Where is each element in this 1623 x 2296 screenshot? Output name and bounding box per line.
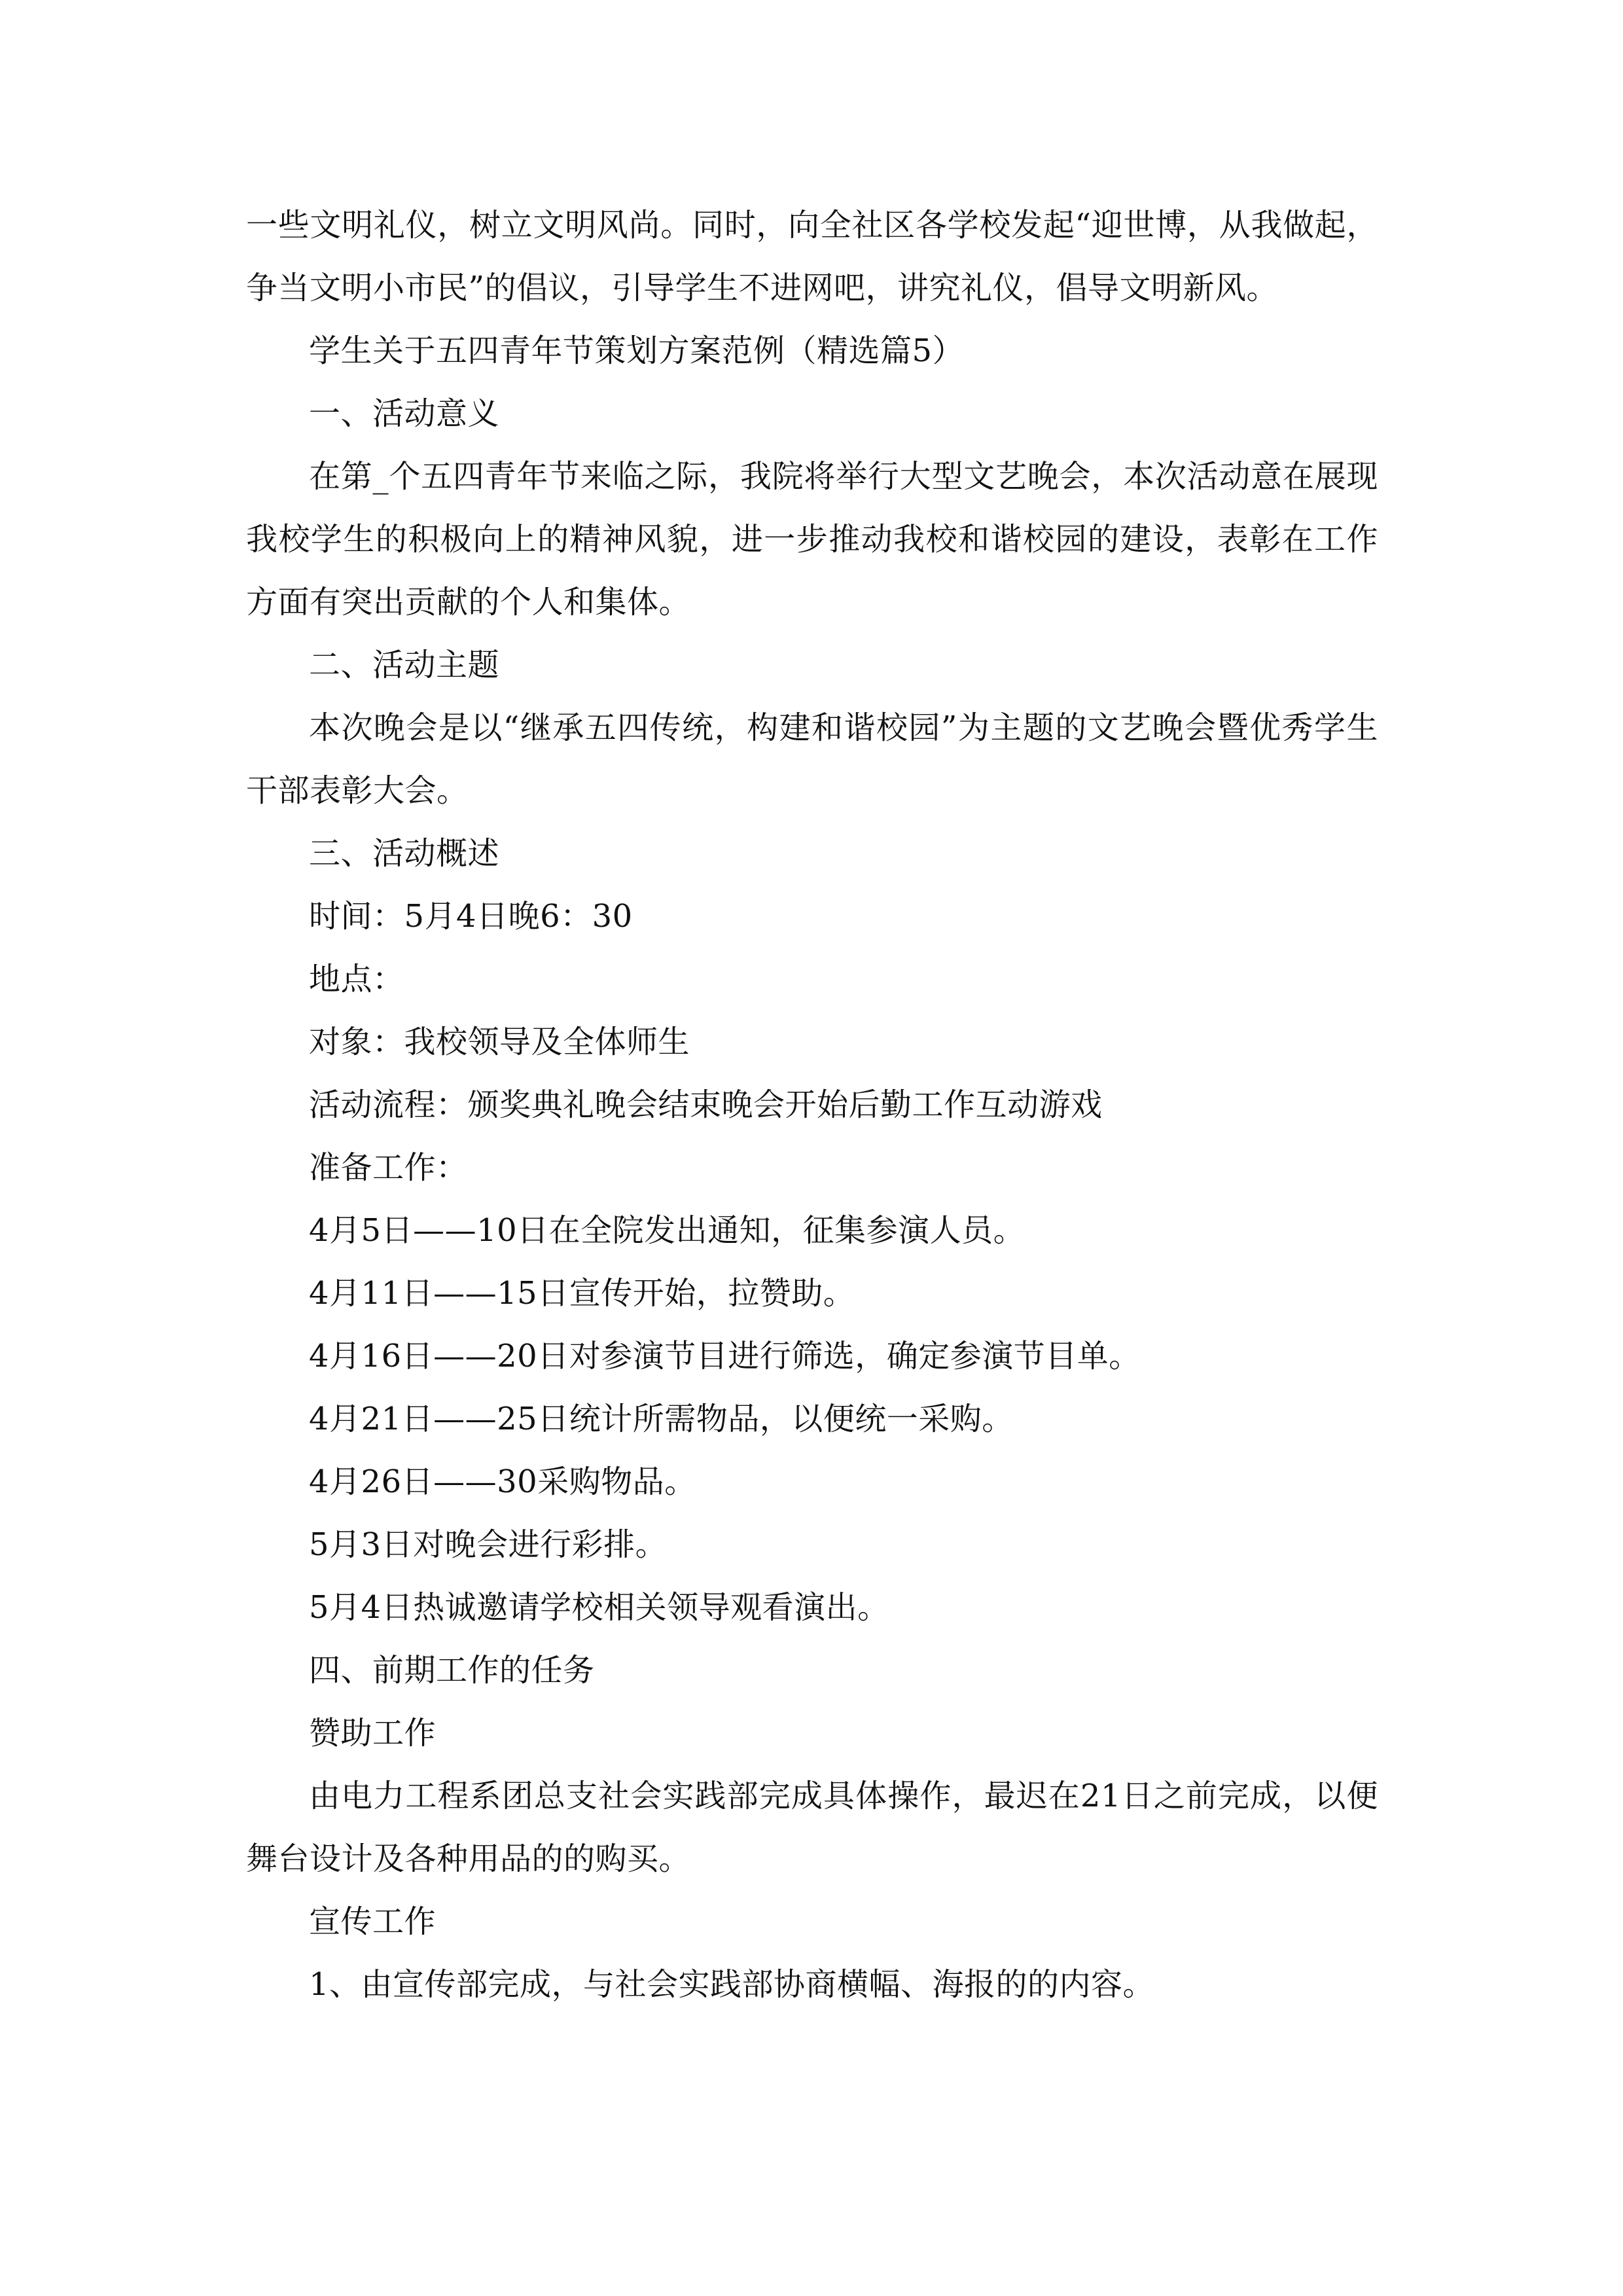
paragraph: 本次晚会是以“继承五四传统，构建和谐校园”为主题的文艺晚会暨优秀学生干部表彰大会。 xyxy=(246,709,1378,809)
schedule-item: 4月16日——20日对参演节目进行筛选，确定参演节目单。 xyxy=(309,1338,1141,1374)
section-heading: 三、活动概述 xyxy=(309,835,500,872)
schedule-item: 4月5日——10日在全院发出通知，征集参演人员。 xyxy=(309,1212,1026,1249)
schedule-item: 4月21日——25日统计所需物品，以便统一采购。 xyxy=(309,1401,1014,1437)
section-heading: 学生关于五四青年节策划方案范例（精选篇5） xyxy=(309,332,965,369)
paragraph: 在第_个五四青年节来临之际，我院将举行大型文艺晚会，本次活动意在展现我校学生的积极向上的精神风貌，进一步推动我校和谐校园的建设，表彰在工作方面有突出贡献的个人和集体。 xyxy=(246,458,1378,620)
detail-line: 活动流程：颁奖典礼晚会结束晚会开始后勤工作互动游戏 xyxy=(309,1086,1103,1123)
section-heading: 二、活动主题 xyxy=(309,647,500,683)
detail-line: 对象：我校领导及全体师生 xyxy=(309,1024,690,1060)
detail-line: 准备工作： xyxy=(309,1149,468,1186)
schedule-item: 5月4日热诚邀请学校相关领导观看演出。 xyxy=(309,1589,889,1626)
schedule-item: 5月3日对晚会进行彩排。 xyxy=(309,1526,668,1563)
schedule-item: 4月26日——30采购物品。 xyxy=(309,1463,696,1500)
document-body xyxy=(246,194,1378,2016)
schedule-item: 4月11日——15日宣传开始，拉赞助。 xyxy=(309,1275,855,1312)
subsection-heading: 赞助工作 xyxy=(309,1715,437,1751)
section-heading: 一、活动意义 xyxy=(309,395,500,432)
paragraph: 一些文明礼仪，树立文明风尚。同时，向全社区各学校发起“迎世博，从我做起，争当文明小市民”的倡议，引导学生不进网吧，讲究礼仪，倡导文明新风。 xyxy=(246,207,1378,306)
detail-line: 时间：5月4日晚6：30 xyxy=(309,898,633,935)
detail-line: 地点： xyxy=(309,961,404,997)
subsection-heading: 宣传工作 xyxy=(309,1903,437,1940)
paragraph: 由电力工程系团总支社会实践部完成具体操作，最迟在21日之前完成，以便舞台设计及各种用品的的购买。 xyxy=(246,1778,1378,1877)
paragraph: 1、由宣传部完成，与社会实践部协商横幅、海报的的内容。 xyxy=(309,1966,1155,2003)
section-heading: 四、前期工作的任务 xyxy=(309,1652,595,1689)
